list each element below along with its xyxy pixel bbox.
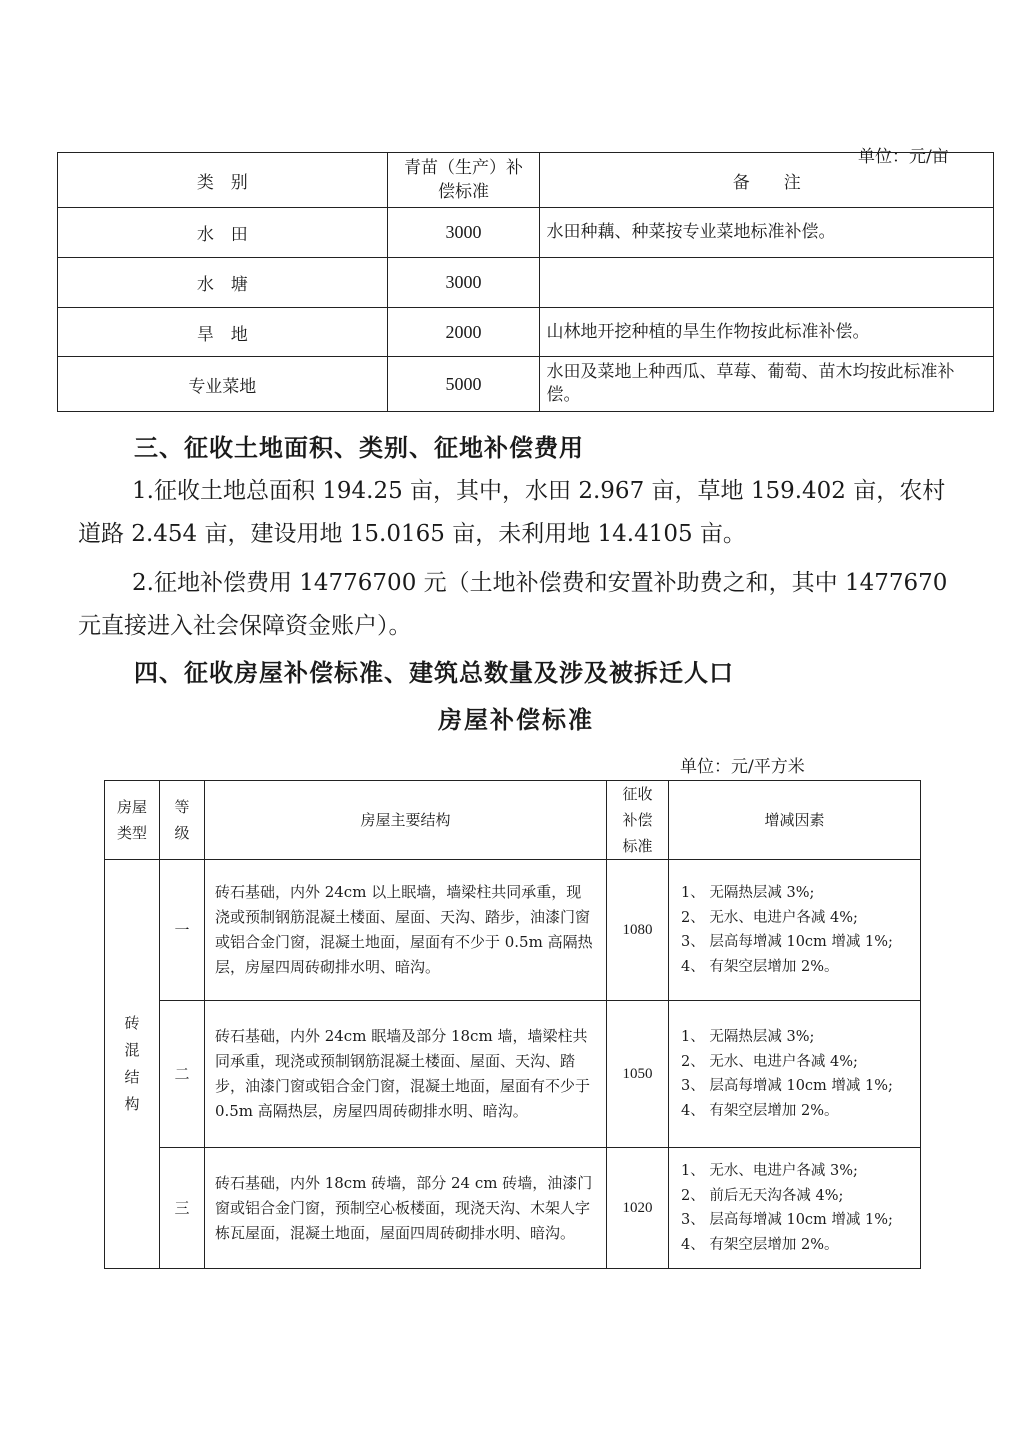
table-row bbox=[58, 258, 994, 308]
factor-item: 2、 无水、电进户各减 4%; bbox=[681, 1053, 858, 1070]
cell-grade: 三 bbox=[159, 1148, 204, 1269]
factor-item: 2、 无水、电进户各减 4%; bbox=[681, 909, 858, 926]
section4-heading: 四、征收房屋补偿标准、建筑总数量及涉及被拆迁人口 bbox=[134, 658, 734, 687]
header-note: 备 注 bbox=[540, 153, 994, 208]
cell-standard: 1080 bbox=[607, 860, 669, 1001]
factor-item: 3、 层高每增减 10cm 增减 1%; bbox=[681, 1212, 893, 1228]
factor-item: 4、 有架空层增加 2%。 bbox=[681, 958, 839, 975]
factor-item: 4、 有架空层增加 2%。 bbox=[681, 1102, 839, 1119]
table-row bbox=[105, 860, 921, 1001]
header-standard: 征收补偿标准 bbox=[607, 781, 669, 860]
cell-category: 旱 地 bbox=[58, 308, 388, 357]
table2-unit: 单位：元/平方米 bbox=[680, 757, 805, 777]
seedling-compensation-table bbox=[57, 152, 994, 412]
factor-item: 1、 无水、电进户各减 3%; bbox=[681, 1163, 858, 1179]
cell-structure: 砖石基础，内外 18cm 砖墙，部分 24 cm 砖墙，油漆门窗或铝合金门窗，预制空心板楼面，现浇天沟、木架人字栋瓦屋面，混凝土地面，屋面四周砖砌排水明、暗沟。 bbox=[204, 1148, 606, 1269]
header-structure: 房屋主要结构 bbox=[204, 781, 606, 860]
cell-grade: 二 bbox=[159, 1001, 204, 1148]
cell-structure: 砖石基础，内外 24cm 眠墙及部分 18cm 墙，墙梁柱共同承重，现浇或预制钢筋混凝土楼面、屋面、天沟、踏步，油漆门窗或铝合金门窗，混凝土地面，屋面有不少于 0.5m 高隔热层，房屋四周砖砌排水明、暗沟。 bbox=[204, 1001, 606, 1148]
header-factors: 增减因素 bbox=[669, 781, 921, 860]
cell-standard: 5000 bbox=[387, 357, 540, 412]
header-standard: 青苗（生产）补偿标准 bbox=[387, 153, 540, 208]
cell-factors bbox=[669, 1001, 921, 1148]
factor-item: 3、 层高每增减 10cm 增减 1%; bbox=[681, 1078, 893, 1094]
section3-heading: 三、征收土地面积、类别、征地补偿费用 bbox=[134, 433, 584, 462]
cell-house-type: 砖混结构 bbox=[105, 860, 160, 1269]
table2-title: 房屋补偿标准 bbox=[438, 705, 594, 734]
cell-category: 水 田 bbox=[58, 208, 388, 258]
cell-factors bbox=[669, 1148, 921, 1269]
cell-structure: 砖石基础，内外 24cm 以上眠墙，墙梁柱共同承重，现浇或预制钢筋混凝土楼面、屋面、天沟、踏步，油漆门窗或铝合金门窗，混凝土地面，屋面有不少于 0.5m 高隔热层，房屋四周砖砌排水明、暗沟。 bbox=[204, 860, 606, 1001]
cell-note: 水田及菜地上种西瓜、草莓、葡萄、苗木均按此标准补偿。 bbox=[540, 357, 994, 412]
cell-standard: 3000 bbox=[387, 258, 540, 308]
header-house-type: 房屋类型 bbox=[105, 781, 160, 860]
factor-item: 2、 前后无天沟各减 4%; bbox=[681, 1187, 844, 1204]
table-row bbox=[58, 208, 994, 258]
house-compensation-table bbox=[104, 780, 921, 1269]
cell-category: 专业菜地 bbox=[58, 357, 388, 412]
header-grade: 等级 bbox=[159, 781, 204, 860]
cell-standard: 1050 bbox=[607, 1001, 669, 1148]
cell-factors bbox=[669, 860, 921, 1001]
cell-standard: 1020 bbox=[607, 1148, 669, 1269]
section3-paragraph-2: 2.征地补偿费用 14776700 元（土地补偿费和安置补助费之和，其中 1477670 元直接进入社会保障资金账户）。 bbox=[78, 570, 948, 639]
factor-item: 1、 无隔热层减 3%; bbox=[681, 1029, 815, 1045]
table-row bbox=[58, 357, 994, 412]
cell-standard: 2000 bbox=[387, 308, 540, 357]
cell-note: 水田种藕、种菜按专业菜地标准补偿。 bbox=[540, 208, 994, 258]
factor-item: 4、 有架空层增加 2%。 bbox=[681, 1236, 839, 1253]
section3-paragraph-1: 1.征收土地总面积 194.25 亩，其中，水田 2.967 亩，草地 159.402 亩，农村道路 2.454 亩，建设用地 15.0165 亩，未利用地 14.4105 亩。 bbox=[78, 478, 946, 547]
cell-note: 山林地开挖种植的旱生作物按此标准补偿。 bbox=[540, 308, 994, 357]
table-row bbox=[105, 1001, 921, 1148]
cell-note bbox=[540, 258, 994, 308]
cell-category: 水 塘 bbox=[58, 258, 388, 308]
table1-unit: 单位：元/亩 bbox=[858, 147, 949, 167]
table-row bbox=[58, 308, 994, 357]
cell-standard: 3000 bbox=[387, 208, 540, 258]
header-category: 类 别 bbox=[58, 153, 388, 208]
cell-grade: 一 bbox=[159, 860, 204, 1001]
table-row bbox=[105, 1148, 921, 1269]
factor-item: 3、 层高每增减 10cm 增减 1%; bbox=[681, 934, 893, 950]
factor-item: 1、 无隔热层减 3%; bbox=[681, 885, 815, 901]
